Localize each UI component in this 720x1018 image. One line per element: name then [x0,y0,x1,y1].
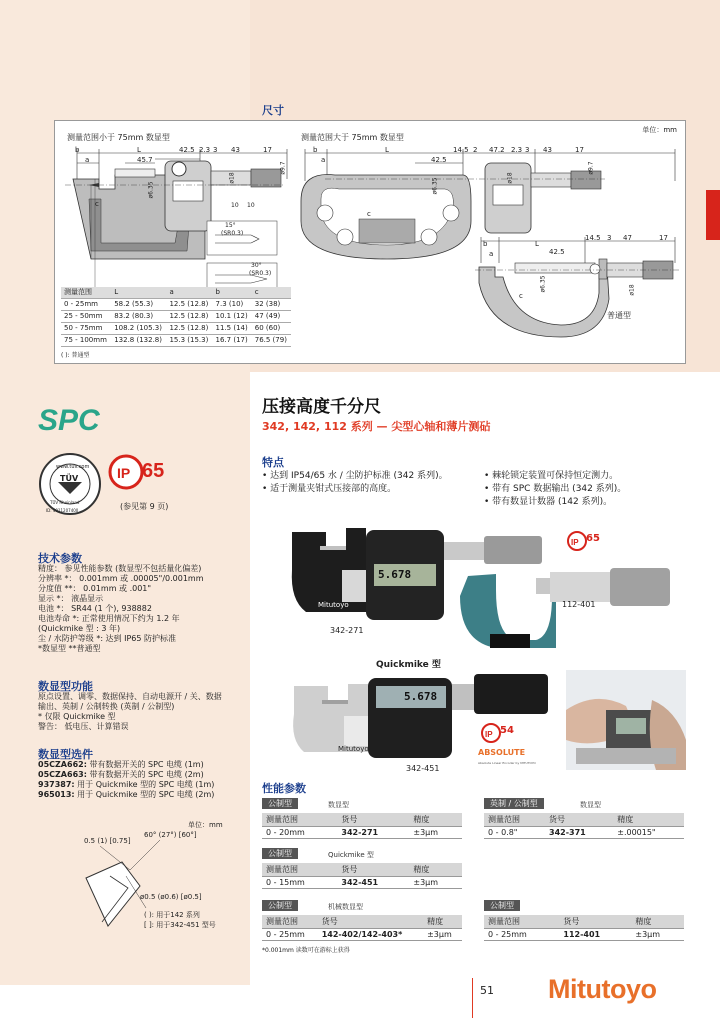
left-diagram-title: 测量范围小于 75mm 数显型 [67,133,170,142]
table-cell: ±3µm [631,929,684,941]
function-line: * 仅限 Quickmike 型 [38,712,116,721]
option-desc: 用于 Quickmike 型的 SPC 电缆 (1m) [77,780,215,789]
dim-a: a [85,156,90,164]
tech-line: 电池 *： SR44 (1 个), 938882 [38,604,152,613]
absolute-logo-sub: Absolute Linear Encoder by MITUTOYO [478,761,536,765]
table-cell: 112-401 [559,929,631,941]
table-cell: 32 (38) [252,299,291,311]
rdim-47-2: 47.2 [489,146,505,154]
right-diagram-title: 测量范围大于 75mm 数显型 [301,133,404,142]
performance-table-112-401 [484,915,684,941]
table-cell: 12.5 (12.8) [166,311,212,323]
performance-footnote: *0.001mm 读数可在游标上获得 [262,947,350,954]
table-cell: 10.1 (12) [213,311,252,323]
rdim-c: c [367,210,371,218]
spec-tag-note: 数显型 [328,801,349,809]
spec-tag-note: 数显型 [580,801,601,809]
table-cell: 0 - 0.8" [484,827,545,839]
table-row [262,877,462,889]
table-header-row [484,813,684,827]
features-title: 特点 [262,456,284,469]
rdim-phi18: ø18 [506,172,514,184]
col-range: 测量范围 [61,287,111,299]
rdim-a: a [321,156,326,164]
table-cell: 342-451 [337,877,409,889]
dim-phi18: ø18 [228,172,236,184]
tech-specs-list [38,564,204,654]
col-accuracy: 精度 [631,915,684,929]
col-range: 测量范围 [484,813,545,827]
tip-note-2: [ ]: 用于342-451 型号 [144,921,216,929]
table-cell: 342-271 [337,827,409,839]
tuv-url: www.tuv.com [56,464,90,470]
performance-table-342-451 [262,863,462,889]
rdim-3: 3 [525,146,530,154]
table-cell: 75 - 100mm [61,335,111,347]
dim-phi635: ø6.35 [147,181,155,199]
table-cell: 76.5 (79) [252,335,291,347]
footer-divider [472,978,473,1018]
tip-diameter: ø0.5 (ø0.6) [ø0.5] [140,893,202,901]
rdim-phi635: ø6.35 [431,177,439,195]
ip65-badge-icon [566,530,588,552]
table-row [61,299,291,311]
table-cell: 0 - 20mm [262,827,337,839]
function-line: 输出、英制 / 公制转换 (英制 / 公制型) [38,702,175,711]
col-range: 测量范围 [262,915,318,929]
digital-functions-list [38,692,222,732]
dim-10a: 10 [231,202,239,209]
brand-mark-2: Mitutoyo [338,745,369,753]
sdim-17: 17 [659,234,668,242]
tech-line: 精度： 参见性能参数 (数显型不包括量化偏差) [38,564,202,573]
model-342-451: 342-451 [406,764,440,773]
dim-15deg: 15° [225,222,236,229]
table-cell: 16.7 (17) [213,335,252,347]
table-cell: 0 - 15mm [262,877,337,889]
table-cell: ±3µm [409,877,462,889]
dim-c: c [95,200,99,208]
sdim-14-5: 14.5 [585,234,601,242]
table-cell: 12.5 (12.8) [166,299,212,311]
table-cell: 60 (60) [252,323,291,335]
feature-item: • 适于测量夹钳式压接部的高度。 [262,484,397,494]
standard-micrometer-drawing [475,233,685,343]
table-header-row [262,915,462,929]
sdim-c: c [519,292,523,300]
spec-tag-metric: 公制型 [262,798,298,809]
dimension-diagram-panel [54,120,686,364]
performance-table-342-371 [484,813,684,839]
rdim-L: L [385,146,389,154]
usage-photo [566,670,686,770]
table-cell: ±3µm [409,827,462,839]
feature-item: • 达到 IP54/65 水 / 尘防护标准 (342 系列)。 [262,471,448,481]
option-row [38,780,214,790]
section-tab [706,190,720,240]
quickmike-lcd: 5.678 [404,690,438,703]
ip54-badge-icon [480,722,502,744]
option-desc: 用于 Quickmike 型的 SPC 电缆 (2m) [77,790,215,799]
option-row [38,760,214,770]
option-row [38,790,214,800]
table-cell: 0 - 25mm [484,929,559,941]
dim-b: b [75,146,80,154]
svg-text:IP: IP [485,730,493,739]
sdim-a: a [489,250,494,258]
dim-17: 17 [263,146,272,154]
option-desc: 带有数据开关的 SPC 电缆 (2m) [89,770,204,779]
spc-logo: SPC [38,404,100,437]
rdim-42-5: 42.5 [431,156,447,164]
table-cell: 47 (49) [252,311,291,323]
col-a: a [166,287,212,299]
dim-43: 43 [231,146,240,154]
table-row [61,335,291,347]
table-header-row [262,863,462,877]
dim-3: 3 [213,146,218,154]
dim-45-7: 45.7 [137,156,153,164]
tuv-name: TÜV [60,474,79,483]
option-row [38,770,214,780]
table-cell: 83.2 (80.3) [111,311,166,323]
table-cell: 132.8 (132.8) [111,335,166,347]
spec-tag-metric: 公制型 [262,900,298,911]
ip-note: (参见第 9 页) [120,502,169,511]
col-b: b [213,287,252,299]
options-title: 数显型选件 [38,748,93,761]
col-code: 货号 [337,813,409,827]
tuv-rheinland: TÜV Rheinland [50,500,80,505]
function-line: 警告： 低电压、计算错误 [38,722,129,731]
option-desc: 带有数据开关的 SPC 电缆 (1m) [89,760,204,769]
rdim-2: 2 [473,146,478,154]
digital-functions-title: 数显型功能 [38,680,93,693]
product-title: 压接高度千分尺 [262,397,381,417]
ip65-badge-value: 65 [586,533,600,544]
sdim-42-5: 42.5 [549,248,565,256]
feature-item: • 带有 SPC 数据输出 (342 系列)。 [484,484,627,494]
dim-L: L [137,146,141,154]
page-number: 51 [480,984,494,997]
table-cell: 142-402/142-403* [318,929,423,941]
rdim-phi97: ø9.7 [587,161,595,175]
feature-item: • 棘轮锁定装置可保持恒定测力。 [484,471,619,481]
table-cell: 0 - 25mm [262,929,318,941]
dim-sr03a: (SR0.3) [221,230,244,237]
table-cell: ±3µm [423,929,462,941]
dim-30deg: 30° [251,262,262,269]
model-342-271: 342-271 [330,626,364,635]
model-112-401: 112-401 [562,600,596,609]
table-cell: ±.00015" [613,827,684,839]
tip-note-1: ( ): 用于142 系列 [144,911,200,919]
performance-title: 性能参数 [262,782,306,795]
spec-tag-note: Quickmike 型 [328,851,374,859]
col-accuracy: 精度 [613,813,684,827]
sdim-L: L [535,240,539,248]
col-L: L [111,287,166,299]
option-code: 937387: [38,780,75,789]
table-cell: 11.5 (14) [213,323,252,335]
table-row [61,323,291,335]
feature-item: • 带有数显计数器 (142 系列)。 [484,497,613,507]
table-cell: 15.3 (15.3) [166,335,212,347]
col-code: 货号 [559,915,631,929]
ip-badge-icon [108,454,144,490]
options-list [38,760,214,800]
tuv-id: ID: 4011207400 [46,508,79,513]
spec-tag-metric: 公制型 [484,900,520,911]
brand-mark: Mitutoyo [318,601,349,609]
col-accuracy: 精度 [423,915,462,929]
option-code: 05CZA662: [38,760,87,769]
rdim-14-5: 14.5 [453,146,469,154]
col-accuracy: 精度 [409,863,462,877]
table-cell: 7.3 (10) [213,299,252,311]
table-cell: 108.2 (105.3) [111,323,166,335]
table-row [262,827,462,839]
dimension-table [61,287,291,347]
table-header-row [484,915,684,929]
table-row [484,929,684,941]
standard-type-label: 普通型 [607,311,631,320]
dim-10b: 10 [247,202,255,209]
table-row [484,827,684,839]
table-cell: 342-371 [545,827,613,839]
ip54-badge-value: 54 [500,725,514,736]
product-subtitle: 342, 142, 112 系列 — 尖型心轴和薄片测砧 [262,420,491,433]
rdim-43: 43 [543,146,552,154]
ip-rating: 65 [142,460,165,482]
tech-line: 尘 / 水防护等级 *: 达到 IP65 防护标准 [38,634,177,643]
rdim-17: 17 [575,146,584,154]
sdim-phi635: ø6.35 [539,275,547,293]
dimension-table-footnote: ( ): 普通型 [61,352,90,359]
spec-tag-note: 机械数显型 [328,903,363,911]
absolute-logo: ABSOLUTE [478,748,526,757]
col-accuracy: 精度 [409,813,462,827]
quickmike-label: Quickmike 型 [376,660,441,670]
sdim-b: b [483,240,488,248]
col-code: 货号 [545,813,613,827]
dimension-table-header [61,287,291,299]
option-code: 05CZA663: [38,770,87,779]
sdim-3: 3 [607,234,612,242]
tech-specs-title: 技术参数 [38,552,82,565]
function-line: 原点设置、调零、数据保持、自动电源开 / 关、数据 [38,692,222,701]
tech-line: *数显型 **普通型 [38,644,101,653]
tip-angle: 60° (27°) [60°] [144,831,197,839]
table-cell: 25 - 50mm [61,311,111,323]
col-c: c [252,287,291,299]
rdim-b: b [313,146,318,154]
sdim-47: 47 [623,234,632,242]
table-cell: 12.5 (12.8) [166,323,212,335]
tech-line: (Quickmike 型 : 3 年) [38,624,121,633]
table-cell: 0 - 25mm [61,299,111,311]
svg-text:IP: IP [571,538,579,547]
tip-unit: 单位：mm [188,821,223,829]
performance-table-142 [262,915,462,941]
features-left [262,470,448,496]
table-cell: 58.2 (55.3) [111,299,166,311]
table-header-row [262,813,462,827]
col-range: 测量范围 [262,863,337,877]
table-row [262,929,462,941]
dimensions-title: 尺寸 [262,104,284,117]
features-right [484,470,626,509]
table-row [61,311,291,323]
tech-line: 显示 *： 液晶显示 [38,594,104,603]
table-cell: 50 - 75mm [61,323,111,335]
performance-table-342-271 [262,813,462,839]
tech-line: 分辨率 *： 0.001mm 或 .00005"/0.001mm [38,574,204,583]
dim-2-3: 2.3 [199,146,211,154]
dim-sr03b: (SR0.3) [249,270,272,277]
tip-top-dim: 0.5 (1) [0.75] [84,837,131,845]
col-code: 货号 [318,915,423,929]
rdim-2-3: 2.3 [511,146,523,154]
tech-line: 电池寿命 *: 正常使用情况下约为 1.2 年 [38,614,180,623]
dim-phi97: ø9.7 [279,161,287,175]
sdim-phi18: ø18 [628,284,636,296]
lcd-readout: 5.678 [378,568,412,581]
col-range: 测量范围 [262,813,337,827]
col-code: 货号 [337,863,409,877]
option-code: 965013: [38,790,75,799]
svg-text:IP: IP [117,465,131,481]
mitutoyo-logo: Mitutoyo [548,974,657,1004]
spec-tag-inch-metric: 英制 / 公制型 [484,798,544,809]
unit-label: 单位：mm [642,126,677,134]
col-range: 测量范围 [484,915,559,929]
spec-tag-metric: 公制型 [262,848,298,859]
dim-42-5: 42.5 [179,146,195,154]
tech-line: 分度值 **： 0.01mm 或 .001" [38,584,152,593]
